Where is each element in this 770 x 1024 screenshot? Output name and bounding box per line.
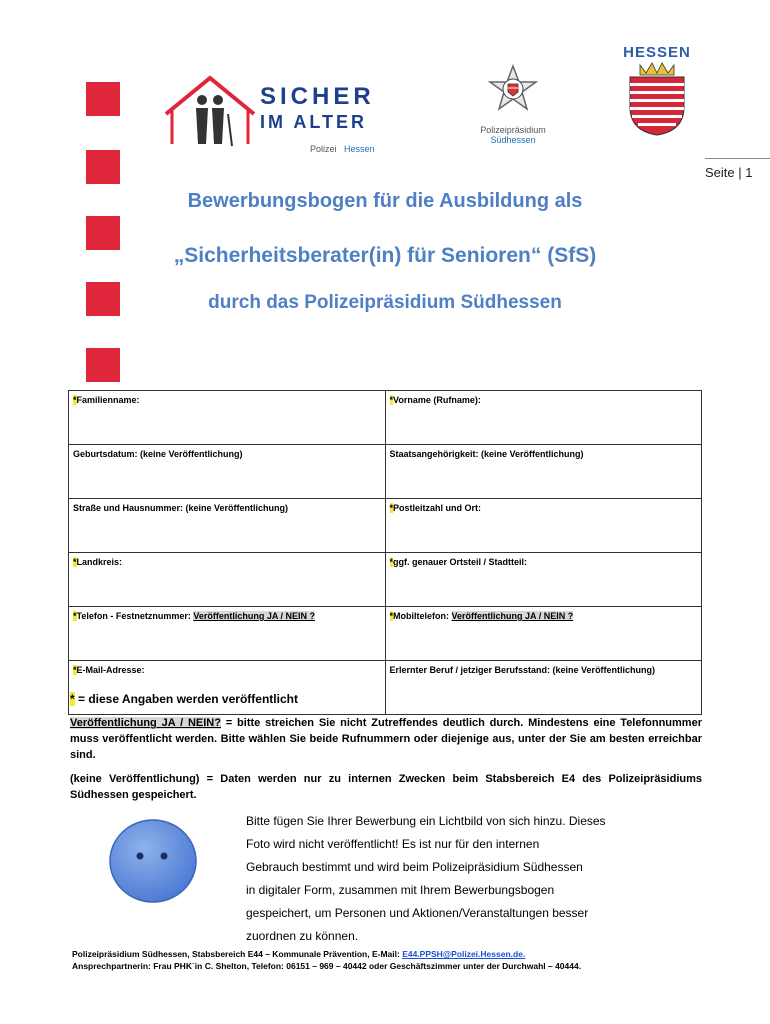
form-field[interactable] xyxy=(69,499,386,553)
form-field-label: Familienname: xyxy=(76,395,140,405)
form-field-label: Geburtsdatum: (keine Veröffentlichung) xyxy=(73,449,243,459)
police-seal-logo xyxy=(468,64,558,148)
form-field-label: ggf. genauer Ortsteil / Stadtteil: xyxy=(393,557,528,567)
form-field[interactable] xyxy=(69,607,386,661)
photo-instruction-line: zuordnen zu können. xyxy=(246,929,359,943)
red-square-decoration xyxy=(86,82,120,116)
publication-choice-marker: Veröffentlichung JA / NEIN? xyxy=(70,717,221,729)
footer-line-1 xyxy=(72,948,712,960)
required-asterisk: * xyxy=(389,611,394,621)
footer-contact xyxy=(72,948,712,972)
photo-instructions xyxy=(246,810,686,948)
required-asterisk: * xyxy=(389,503,394,513)
photo-instruction-line: gespeichert, um Personen und Aktionen/Veranstaltungen besser xyxy=(246,906,589,920)
hessen-wordmark: HESSEN xyxy=(623,44,691,61)
red-square-decoration xyxy=(86,150,120,184)
publication-choice[interactable]: Veröffentlichung JA / NEIN ? xyxy=(451,611,574,621)
form-field-label: E-Mail-Adresse: xyxy=(76,665,145,675)
asterisk-marker: * xyxy=(70,692,75,706)
photo-instruction-line: Foto wird nicht veröffentlicht! Es ist nur für den internen xyxy=(246,837,540,851)
form-field[interactable] xyxy=(69,391,386,445)
footer-line-2: Ansprechpartnerin: Frau PHK´in C. Shelton, Telefon: 06151 – 969 – 40442 oder Geschäftszimmer unter der Durchwahl – 40444. xyxy=(72,961,582,971)
coat-of-arms-icon xyxy=(624,61,690,137)
form-row xyxy=(69,607,702,661)
form-field-label: Erlernter Beruf / jetziger Berufsstand: (keine Veröffentlichung) xyxy=(389,665,656,675)
sicher-im-alter-logo xyxy=(162,74,392,158)
red-square-decoration xyxy=(86,348,120,382)
seal-caption: Polizeipräsidium xyxy=(480,125,546,135)
form-row xyxy=(69,391,702,445)
required-asterisk: * xyxy=(73,611,77,621)
document-title-issuer: durch das Polizeipräsidium Südhessen xyxy=(208,292,562,313)
seal-caption-region: Südhessen xyxy=(490,135,536,145)
form-row xyxy=(69,445,702,499)
hessen-state-logo xyxy=(618,44,696,140)
form-field[interactable] xyxy=(69,553,386,607)
form-field-label: Mobiltelefon: xyxy=(393,611,452,621)
footer-department: Polizeipräsidium Südhessen, Stabsbereich E44 – Kommunale Prävention, E-Mail: xyxy=(72,949,403,959)
required-asterisk: * xyxy=(73,665,77,675)
form-row xyxy=(69,661,702,715)
document-title: Bewerbungsbogen für die Ausbildung als xyxy=(187,190,583,212)
svg-text:Polizei: Polizei xyxy=(310,144,337,154)
publication-choice[interactable]: Veröffentlichung JA / NEIN ? xyxy=(193,611,316,621)
photo-instruction-line: Gebrauch bestimmt und wird beim Polizeipräsidium Südhessen xyxy=(246,860,583,874)
required-asterisk: * xyxy=(389,557,394,567)
form-field[interactable] xyxy=(385,499,702,553)
document-title-role: „Sicherheitsberater(in) für Senioren“ (SfS) xyxy=(173,244,597,267)
smiley-face-icon xyxy=(108,818,198,904)
required-asterisk: * xyxy=(73,557,77,567)
form-field-label: Vorname (Rufname): xyxy=(393,395,481,405)
form-field-label: Postleitzahl und Ort: xyxy=(393,503,482,513)
police-star-icon xyxy=(488,64,538,120)
internal-use-note: (keine Veröffentlichung) = Daten werden nur zu internen Zwecken beim Stabsbereich E4 des Polizeipräsidiums Südhessen gespeichert. xyxy=(70,773,702,801)
photo-placeholder[interactable] xyxy=(108,818,198,904)
form-field[interactable] xyxy=(385,553,702,607)
form-field-label: Straße und Hausnummer: (keine Veröffentlichung) xyxy=(73,503,289,513)
page-number: Seite | 1 xyxy=(705,158,770,180)
published-fields-note xyxy=(70,692,298,706)
form-row xyxy=(69,499,702,553)
publication-instruction-text: = bitte streichen Sie nicht Zutreffendes deutlich durch. Mindestens eine Telefonnummer muss veröffentlicht werden. Bitte wählen Sie beide Rufnummern oder diejenige aus, unter der Sie am besten erreichbar sind. xyxy=(70,717,702,761)
svg-text:Hessen: Hessen xyxy=(344,144,375,154)
required-asterisk: * xyxy=(389,395,394,405)
published-fields-text: = diese Angaben werden veröffentlicht xyxy=(74,692,298,706)
form-field-label: Landkreis: xyxy=(76,557,123,567)
publication-instruction-note xyxy=(70,715,702,763)
application-form-table xyxy=(68,390,702,715)
form-field[interactable] xyxy=(385,391,702,445)
required-asterisk: * xyxy=(73,395,77,405)
form-field-label: Staatsangehörigkeit: (keine Veröffentlichung) xyxy=(389,449,584,459)
form-field[interactable] xyxy=(385,661,702,715)
form-field-label: Telefon - Festnetznummer: xyxy=(76,611,194,621)
svg-text:SICHER: SICHER xyxy=(260,83,375,110)
form-row xyxy=(69,553,702,607)
form-field[interactable] xyxy=(69,445,386,499)
photo-instruction-line: Bitte fügen Sie Ihrer Bewerbung ein Lichtbild von sich hinzu. Dieses xyxy=(246,814,606,828)
photo-instruction-line: in digitaler Form, zusammen mit Ihrem Bewerbungsbogen xyxy=(246,883,555,897)
footer-email-link[interactable]: E44.PPSH@Polizei.Hessen.de. xyxy=(402,949,526,959)
svg-text:IM ALTER: IM ALTER xyxy=(260,112,367,132)
form-field[interactable] xyxy=(385,445,702,499)
form-field[interactable] xyxy=(385,607,702,661)
house-seniors-icon xyxy=(162,74,392,158)
form-field[interactable] xyxy=(69,661,386,715)
